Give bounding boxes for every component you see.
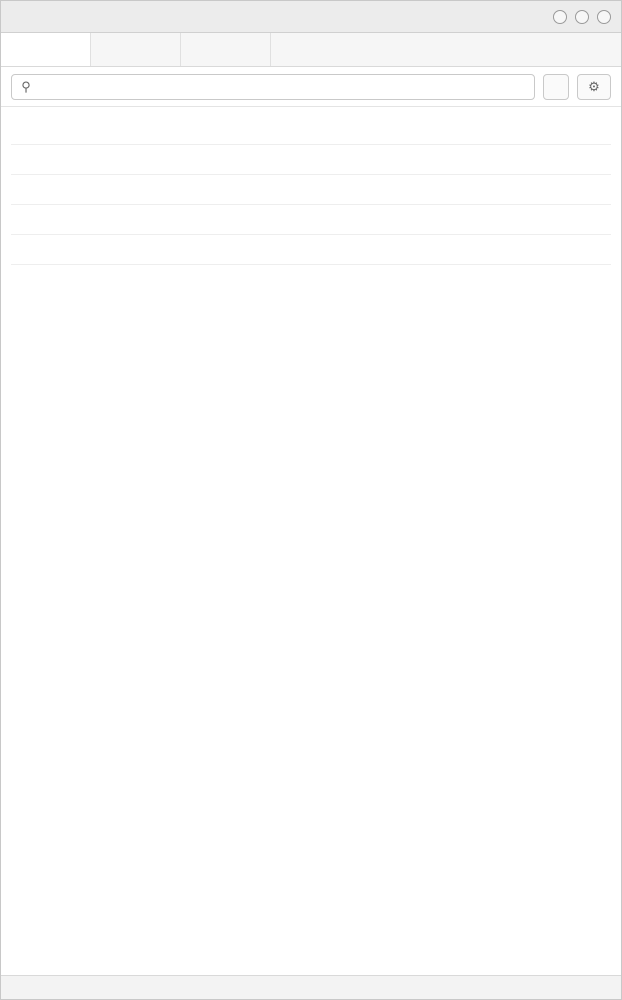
search-box[interactable] [11, 74, 535, 100]
search-icon: ⚲ [21, 78, 31, 94]
list-item[interactable] [11, 175, 611, 205]
settings-button[interactable] [577, 74, 611, 100]
tab-3[interactable] [181, 33, 271, 66]
title-bar [1, 1, 621, 33]
main-content [1, 107, 621, 975]
maximize-button[interactable] [575, 10, 589, 24]
gear-icon: ⚙ [588, 78, 600, 94]
list-item[interactable] [11, 205, 611, 235]
tab-2[interactable] [91, 33, 181, 66]
minimize-button[interactable] [553, 10, 567, 24]
list-item[interactable] [11, 235, 611, 265]
tab-1[interactable] [1, 33, 91, 66]
primary-button[interactable] [543, 74, 569, 100]
toolbar [1, 67, 621, 107]
search-input[interactable] [34, 78, 528, 95]
list-item[interactable] [11, 145, 611, 175]
status-bar [1, 975, 621, 999]
tab-bar [1, 33, 621, 67]
list-item[interactable] [11, 115, 611, 145]
close-button[interactable] [597, 10, 611, 24]
